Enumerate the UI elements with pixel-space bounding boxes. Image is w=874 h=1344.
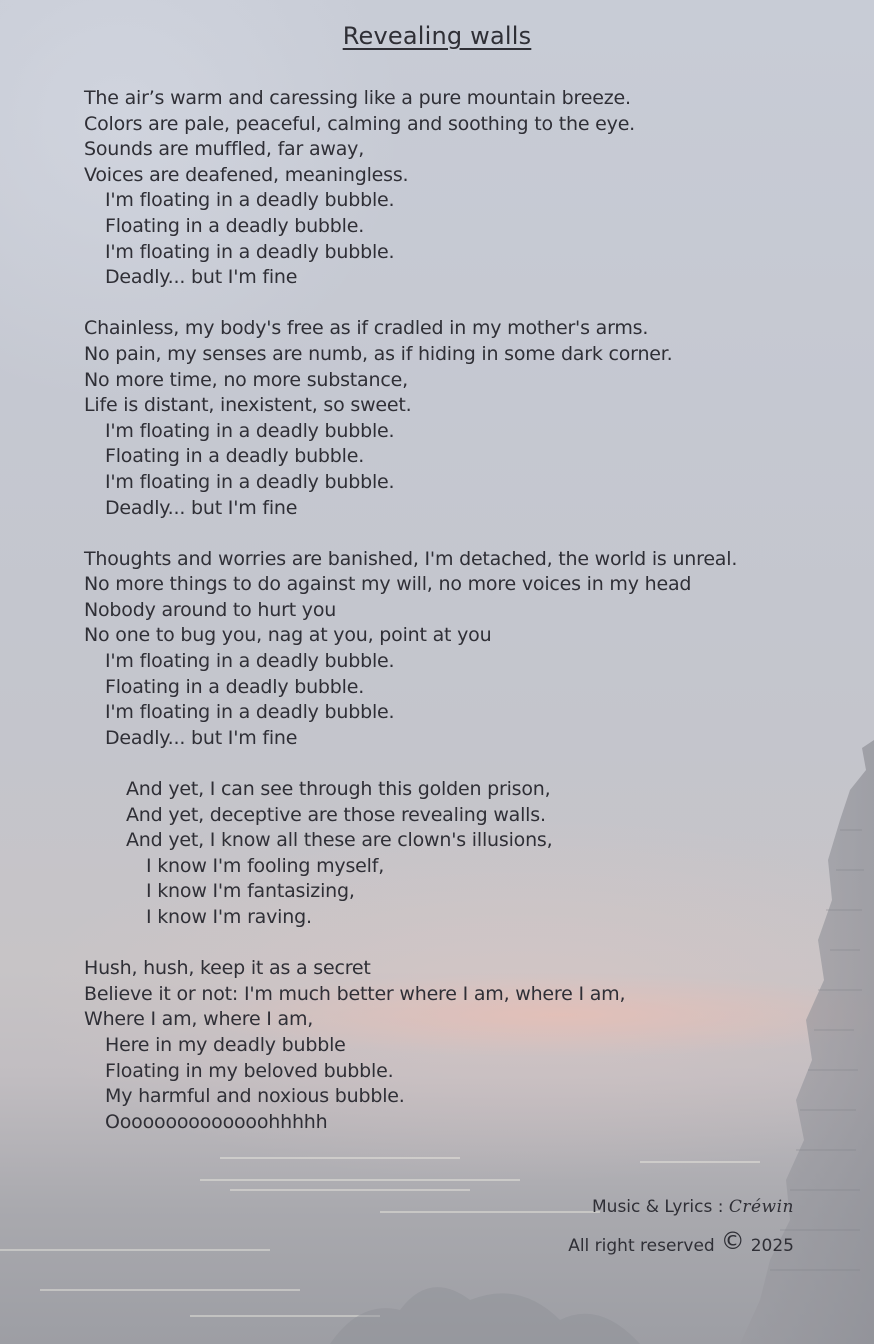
credits-block — [568, 1190, 794, 1263]
poem-line: Oooooooooooooohhhhh — [105, 1110, 328, 1133]
poem-line: I know I'm raving. — [146, 906, 312, 928]
poem-line: Chainless, my body's free as if cradled in my mother's arms. — [84, 317, 649, 340]
stanza-gap — [84, 521, 824, 547]
poem-line: I'm floating in a deadly bubble. — [105, 240, 395, 263]
music-lyrics-label: Music & Lyrics : — [592, 1197, 724, 1217]
poem-line: Nobody around to hurt you — [84, 598, 337, 621]
copyright-line — [568, 1224, 794, 1263]
poem-line: And yet, I can see through this golden prison, — [126, 778, 551, 801]
poem-line: I'm floating in a deadly bubble. — [105, 701, 395, 724]
stanza — [84, 86, 824, 291]
poem-line: Hush, hush, keep it as a secret — [84, 957, 371, 980]
stanza — [84, 777, 824, 931]
poem-line: And yet, deceptive are those revealing walls. — [126, 803, 546, 826]
stanza-gap — [84, 931, 824, 957]
poem-line: Floating in my beloved bubble. — [105, 1059, 394, 1082]
poem-line: No pain, my senses are numb, as if hiding in some dark corner. — [84, 342, 673, 365]
poem-line: Floating in a deadly bubble. — [105, 214, 365, 237]
poem-line: Here in my deadly bubble — [105, 1033, 346, 1056]
poem-line: No more things to do against my will, no more voices in my head — [84, 573, 692, 596]
poem-line: Deadly... but I'm fine — [105, 726, 298, 749]
poem-line: My harmful and noxious bubble. — [105, 1085, 405, 1108]
poem-line: Deadly... but I'm fine — [105, 266, 298, 289]
stanza — [84, 547, 824, 752]
poem-title: Revealing walls — [342, 22, 532, 50]
music-lyrics-credit — [568, 1190, 794, 1224]
poem-line: Floating in a deadly bubble. — [105, 445, 365, 468]
poem-line: And yet, I know all these are clown's illusions, — [126, 829, 553, 852]
poem-line: Colors are pale, peaceful, calming and soothing to the eye. — [84, 112, 636, 135]
poem-line: No one to bug you, nag at you, point at you — [84, 624, 492, 647]
poem-line: The air’s warm and caressing like a pure mountain breeze. — [84, 87, 631, 109]
stanza — [84, 956, 824, 1135]
poem-line: I'm floating in a deadly bubble. — [105, 470, 395, 493]
stanza — [84, 316, 824, 521]
stanza-gap — [84, 291, 824, 317]
poem-line: Believe it or not: I'm much better where I am, where I am, — [84, 982, 626, 1005]
poem-line: Sounds are muffled, far away, — [84, 138, 365, 161]
poem-line: Voices are deafened, meaningless. — [84, 163, 409, 186]
poem-line: Thoughts and worries are banished, I'm detached, the world is unreal. — [84, 547, 738, 570]
poem-line: Where I am, where I am, — [84, 1008, 314, 1031]
stanza-gap — [84, 751, 824, 777]
poem-line: I'm floating in a deadly bubble. — [105, 419, 395, 442]
poem-line: I'm floating in a deadly bubble. — [105, 189, 395, 212]
poem-line: Life is distant, inexistent, so sweet. — [84, 394, 412, 417]
poem-body — [84, 86, 824, 1135]
poem-line: Deadly... but I'm fine — [105, 496, 298, 519]
author-signature: Créwin — [728, 1197, 794, 1217]
poem-line: Floating in a deadly bubble. — [105, 675, 365, 698]
copyright-year: 2025 — [750, 1236, 794, 1256]
rights-text: All right reserved — [568, 1236, 715, 1256]
poem-line: I'm floating in a deadly bubble. — [105, 650, 395, 673]
copyright-icon: © — [720, 1227, 745, 1255]
poem-line: No more time, no more substance, — [84, 368, 408, 391]
poem-line: I know I'm fantasizing, — [146, 880, 355, 903]
poem-line: I know I'm fooling myself, — [146, 854, 385, 877]
